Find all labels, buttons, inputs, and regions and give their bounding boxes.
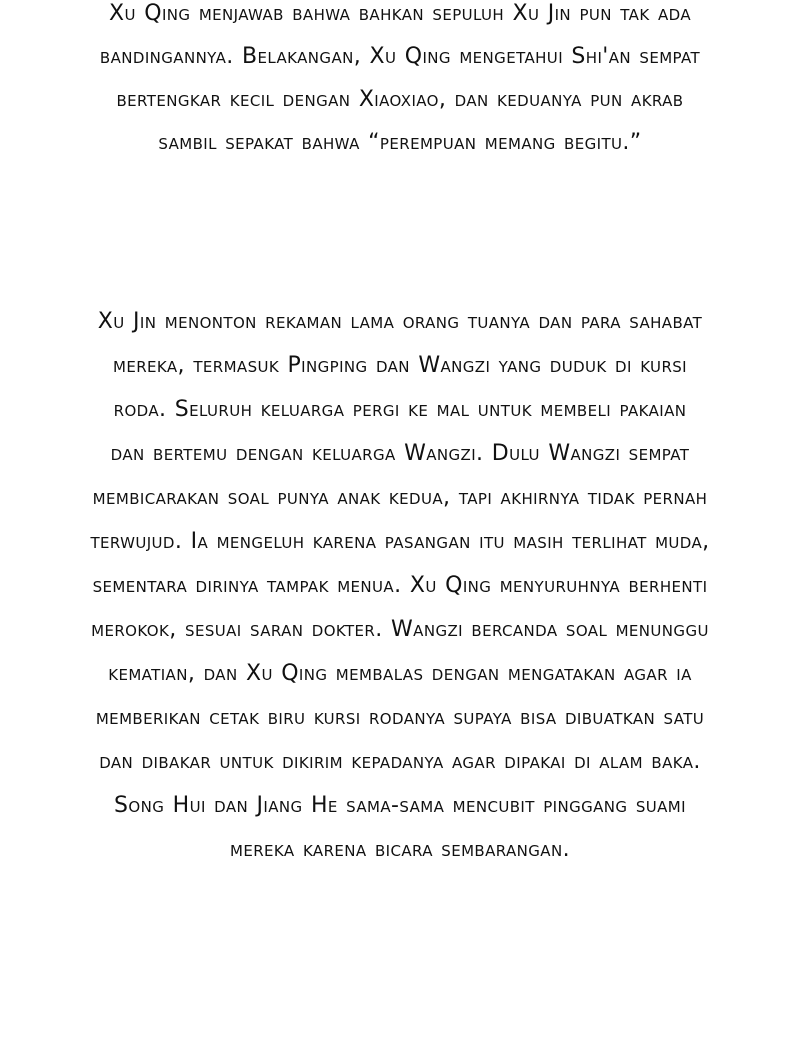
text-line: memberikan cetak biru kursi rodanya supaya bisa dibuatkan satu: [95, 705, 705, 730]
text-line: mereka, termasuk Pingping dan Wangzi yang duduk di kursi: [112, 353, 688, 378]
text-line: sementara dirinya tampak menua. Xu Qing menyuruhnya berhenti: [92, 573, 708, 598]
paragraph-one-text: [72, 0, 728, 164]
text-line: sambil sepakat bahwa “perempuan memang begitu.”: [158, 130, 642, 155]
text-line: bertengkar kecil dengan Xiaoxiao, dan keduanya pun akrab: [116, 87, 684, 112]
text-line: Xu Jin menonton rekaman lama orang tuanya dan para sahabat: [97, 309, 703, 334]
text-line: dan dibakar untuk dikirim kepadanya agar dipakai di alam baka.: [99, 749, 701, 774]
text-line: merokok, sesuai saran dokter. Wangzi bercanda soal menunggu: [91, 617, 709, 642]
text-line: dan bertemu dengan keluarga Wangzi. Dulu Wangzi sempat: [110, 441, 690, 466]
text-line: Song Hui dan Jiang He sama-sama mencubit pinggang suami: [114, 793, 686, 818]
text-line: roda. Seluruh keluarga pergi ke mal untuk membeli pakaian: [113, 397, 687, 422]
paragraph-two: [0, 300, 800, 872]
paragraph-one: [0, 0, 800, 164]
text-line: mereka karena bicara sembarangan.: [230, 837, 570, 862]
text-line: Xu Qing menjawab bahwa bahkan sepuluh Xu Jin pun tak ada: [109, 1, 691, 26]
text-line: membicarakan soal punya anak kedua, tapi akhirnya tidak pernah: [92, 485, 708, 510]
text-line: kematian, dan Xu Qing membalas dengan mengatakan agar ia: [108, 661, 692, 686]
text-line: bandingannya. Belakangan, Xu Qing mengetahui Shi'an sempat: [99, 44, 701, 69]
text-line: terwujud. Ia mengeluh karena pasangan itu masih terlihat muda,: [90, 529, 710, 554]
paragraph-two-text: [72, 300, 728, 872]
